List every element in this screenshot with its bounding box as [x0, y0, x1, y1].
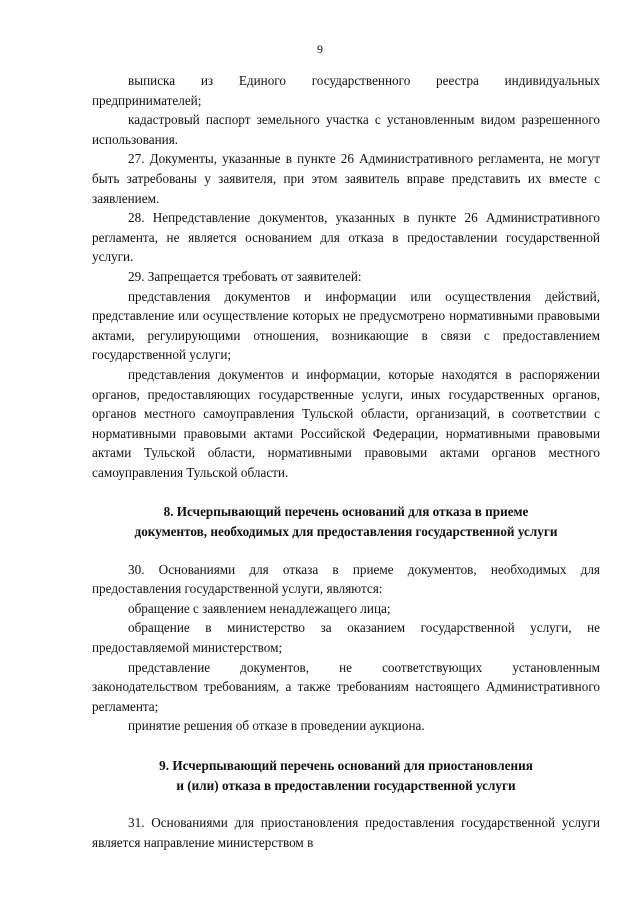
paragraph: 28. Непредставление документов, указанных в пункте 26 Административного регламента, не является основанием для отказа в предоставлении государственной услуги. — [92, 210, 600, 265]
paragraph: 31. Основаниями для приостановления предоставления государственной услуги является направление министерством в — [92, 815, 600, 850]
paragraph: 30. Основаниями для отказа в приеме документов, необходимых для предоставления государственной услуги, являются: — [92, 561, 600, 597]
paragraph: представления документов и информации или осуществления действий, представление или осуществление которых не предусмотрено нормативными правовыми актами, регулирующими отношения, возникающие в связи с предоставлением государственной услуги; — [92, 288, 600, 363]
section-heading-line: документов, необходимых для предоставления государственной услуги — [134, 524, 558, 540]
paragraph: принятие решения об отказе в проведении аукциона. — [128, 718, 425, 734]
page-number: 9 — [317, 42, 323, 56]
paragraph: обращение с заявлением ненадлежащего лица; — [128, 600, 391, 616]
paragraph: выписка из Единого государственного реестра индивидуальных предпринимателей; — [92, 73, 600, 108]
paragraph: 27. Документы, указанные в пункте 26 Административного регламента, не могут быть затребованы у заявителя, при этом заявитель вправе представить их вместе с заявлением. — [92, 151, 600, 206]
section-heading-line: 8. Исчерпывающий перечень оснований для отказа в приеме — [163, 504, 529, 520]
paragraph: кадастровый паспорт земельного участка с установленным видом разрешенного использования. — [92, 112, 600, 147]
paragraph: 29. Запрещается требовать от заявителей: — [128, 268, 362, 284]
document-body — [92, 71, 600, 852]
section-heading-9 — [92, 756, 600, 795]
paragraph: представление документов, не соответствующих установленным законодательством требованиям, а также требованиям настоящего Административного регламента; — [92, 659, 600, 714]
paragraph: обращение в министерство за оказанием государственной услуги, не предоставляемой министерством; — [92, 620, 600, 656]
paragraph: представления документов и информации, которые находятся в распоряжении органов, предоставляющих государственные услуги, иных государственных органов, органов местного самоуправления Тульской области, организаций, в соответствии с нормативными правовыми актами Российской Федерации, нормативными правовыми актами Тульской области, нормативными правовыми актами органов местного самоуправления Тульской области. — [92, 366, 600, 480]
section-heading-line: и (или) отказа в предоставлении государственной услуги — [176, 777, 516, 793]
section-heading-line: 9. Исчерпывающий перечень оснований для приостановления — [159, 758, 533, 773]
section-heading-8 — [92, 502, 600, 541]
